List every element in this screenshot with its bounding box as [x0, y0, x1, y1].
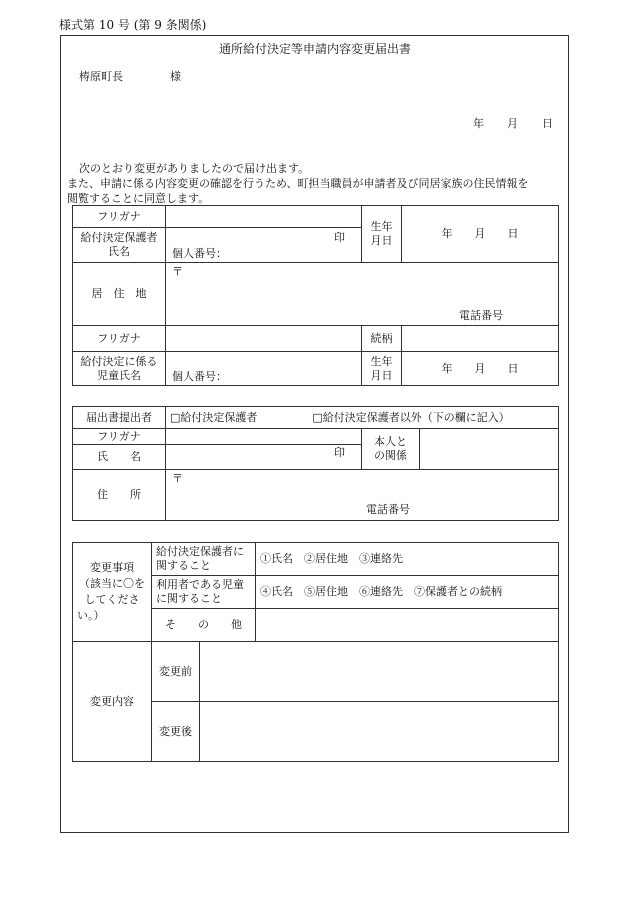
date-day: 日: [542, 117, 553, 130]
child-name-field[interactable]: [166, 352, 362, 386]
intro-line-1: 次のとおり変更がありましたので届け出ます。: [79, 162, 310, 175]
child-furigana-label: フリガナ: [73, 326, 166, 352]
change-child-options[interactable]: ④氏名 ⑤居住地 ⑥連絡先 ⑦保護者との続柄: [256, 576, 559, 609]
guardian-individual-number: 個人番号：: [172, 247, 227, 260]
child-furigana-field[interactable]: [166, 326, 362, 352]
change-items-label: 変更事項 （該当に〇を してくださ い。）: [73, 543, 152, 642]
submitter-relation-field[interactable]: [420, 429, 559, 470]
form-title: 通所給付決定等申請内容変更届出書: [218, 42, 411, 56]
change-before-label: 変更前: [152, 642, 200, 702]
child-birth-label: 生年 月日: [362, 352, 402, 386]
submitter-options: [166, 407, 559, 429]
child-name-label: 給付決定に係る 児童氏名: [73, 352, 166, 386]
residence-field[interactable]: [166, 263, 559, 326]
form-number: 様式第 10 号 (第 9 条関係): [59, 18, 207, 32]
change-table: [72, 542, 559, 762]
change-other-label: そ の 他: [152, 609, 256, 642]
change-before-field[interactable]: [200, 642, 559, 702]
residence-postal-mark: 〒: [172, 265, 183, 278]
date-month: 月: [507, 117, 518, 130]
change-guardian-label: 給付決定保護者に 関すること: [152, 543, 256, 576]
submitter-table: [72, 406, 559, 521]
intro-line-2: また、申請に係る内容変更の確認を行うため、町担当職員が申請者及び同居家族の住民情報を: [67, 177, 529, 190]
change-content-label: 変更内容: [73, 642, 152, 762]
change-after-field[interactable]: [200, 702, 559, 762]
honorific: 様: [170, 70, 181, 83]
child-relationship-field[interactable]: [402, 326, 559, 352]
submitter-seal: 印: [334, 446, 345, 459]
submitter-postal-mark: 〒: [172, 472, 183, 485]
guardian-child-table: [72, 205, 559, 386]
submitter-option-other[interactable]: □給付決定保護者以外（下の欄に記入）: [312, 410, 510, 424]
change-child-label: 利用者である児童 に関すること: [152, 576, 256, 609]
submitter-relation-label: 本人と の関係: [362, 429, 420, 470]
addressee: 梼原町長: [79, 70, 123, 83]
residence-phone-label: 電話番号: [459, 309, 503, 322]
change-guardian-options[interactable]: ①氏名 ②居住地 ③連絡先: [256, 543, 559, 576]
submitter-furigana-field[interactable]: [166, 429, 362, 445]
guardian-seal: 印: [334, 231, 345, 244]
guardian-furigana-label: フリガナ: [73, 206, 166, 228]
change-after-label: 変更後: [152, 702, 200, 762]
child-relationship-label: 続柄: [362, 326, 402, 352]
child-individual-number: 個人番号：: [172, 370, 227, 383]
submitter-option-guardian[interactable]: □給付決定保護者: [170, 410, 258, 424]
child-birth-field[interactable]: 年 月 日: [402, 352, 559, 386]
intro-line-3: 閲覧することに同意します。: [67, 192, 210, 205]
residence-label: 居 住 地: [73, 263, 166, 326]
submitter-address-field[interactable]: [166, 470, 559, 521]
submitter-name-field[interactable]: [166, 445, 362, 470]
guardian-name-label: 給付決定保護者 氏名: [73, 228, 166, 263]
guardian-birth-field[interactable]: 年 月 日: [402, 206, 559, 263]
submitter-address-label: 住 所: [73, 470, 166, 521]
date-year: 年: [473, 117, 484, 130]
submitter-label: 届出書提出者: [73, 407, 166, 429]
submitter-name-label: 氏 名: [73, 445, 166, 470]
guardian-furigana-field[interactable]: [166, 206, 362, 228]
submitter-phone-label: 電話番号: [366, 503, 410, 516]
submitter-furigana-label: フリガナ: [73, 429, 166, 445]
guardian-name-field[interactable]: [166, 228, 362, 263]
change-other-field[interactable]: [256, 609, 559, 642]
guardian-birth-label: 生年 月日: [362, 206, 402, 263]
